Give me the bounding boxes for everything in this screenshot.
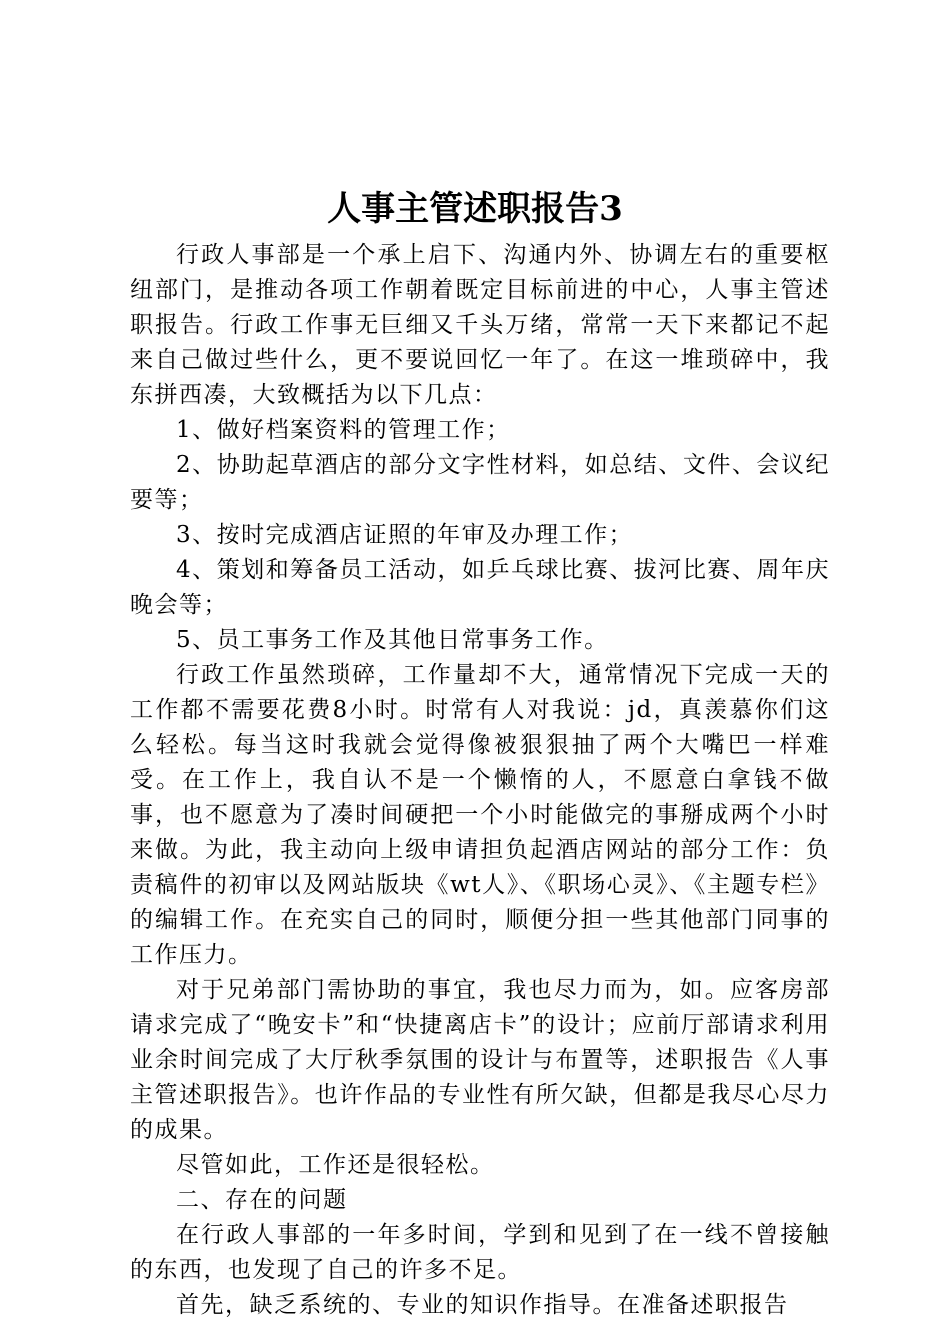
section-heading-problems: 二、存在的问题 [176,1187,348,1213]
list-item-1: 1、做好档案资料的管理工作； [176,417,511,443]
paragraph-intro: 行政人事部是一个承上启下、沟通内外、协调左右的重要枢纽部门，是推动各项工作朝着既定目标前进的中心，人事主管述职报告。行政工作事无巨细又千头万绪，常常一天下来都记不起来自己做过些什么，更不要说回忆一年了。在这一堆琐碎中，我东拼西凑，大致概括为以下几点： [130,242,830,408]
paragraph-summary: 尽管如此，工作还是很轻松。 [176,1152,495,1178]
paragraph-first-problem: 首先，缺乏系统的、专业的知识作指导。在准备述职报告 [176,1292,789,1318]
paragraph-assistance: 对于兄弟部门需协助的事宜，我也尽力而为，如。应客房部请求完成了“晚安卡”和“快捷离店卡”的设计；应前厅部请求利用业余时间完成了大厅秋季氛围的设计与布置等，述职报告《人事主管述职报告》。也许作品的专业性有所欠缺，但都是我尽心尽力的成果。 [130,977,830,1143]
paragraph-workload: 行政工作虽然琐碎，工作量却不大，通常情况下完成一天的工作都不需要花费8小时。时常有人对我说：jd，真羡慕你们这么轻松。每当这时我就会觉得像被狠狠抽了两个大嘴巴一样难受。在工作上，我自认不是一个懒惰的人，不愿意白拿钱不做事，也不愿意为了凑时间硬把一个小时能做完的事掰成两个小时来做。为此，我主动向上级申请担负起酒店网站的部分工作：负责稿件的初审以及网站版块《wt人》、《职场心灵》、《主题专栏》的编辑工作。在充实自己的同时，顺便分担一些其他部门同事的工作压力。 [130,662,830,968]
list-item-5: 5、员工事务工作及其他日常事务工作。 [176,627,609,653]
list-item-2: 2、协助起草酒店的部分文字性材料，如总结、文件、会议纪要等； [130,452,830,513]
list-item-3: 3、按时完成酒店证照的年审及办理工作； [176,522,634,548]
paragraph-problems-intro: 在行政人事部的一年多时间，学到和见到了在一线不曾接触的东西，也发现了自己的许多不足。 [130,1222,830,1283]
document-title: 人事主管述职报告3 [327,189,623,229]
list-item-4: 4、策划和筹备员工活动，如乒乓球比赛、拔河比赛、周年庆晚会等； [130,557,830,618]
document-body [130,238,830,1323]
